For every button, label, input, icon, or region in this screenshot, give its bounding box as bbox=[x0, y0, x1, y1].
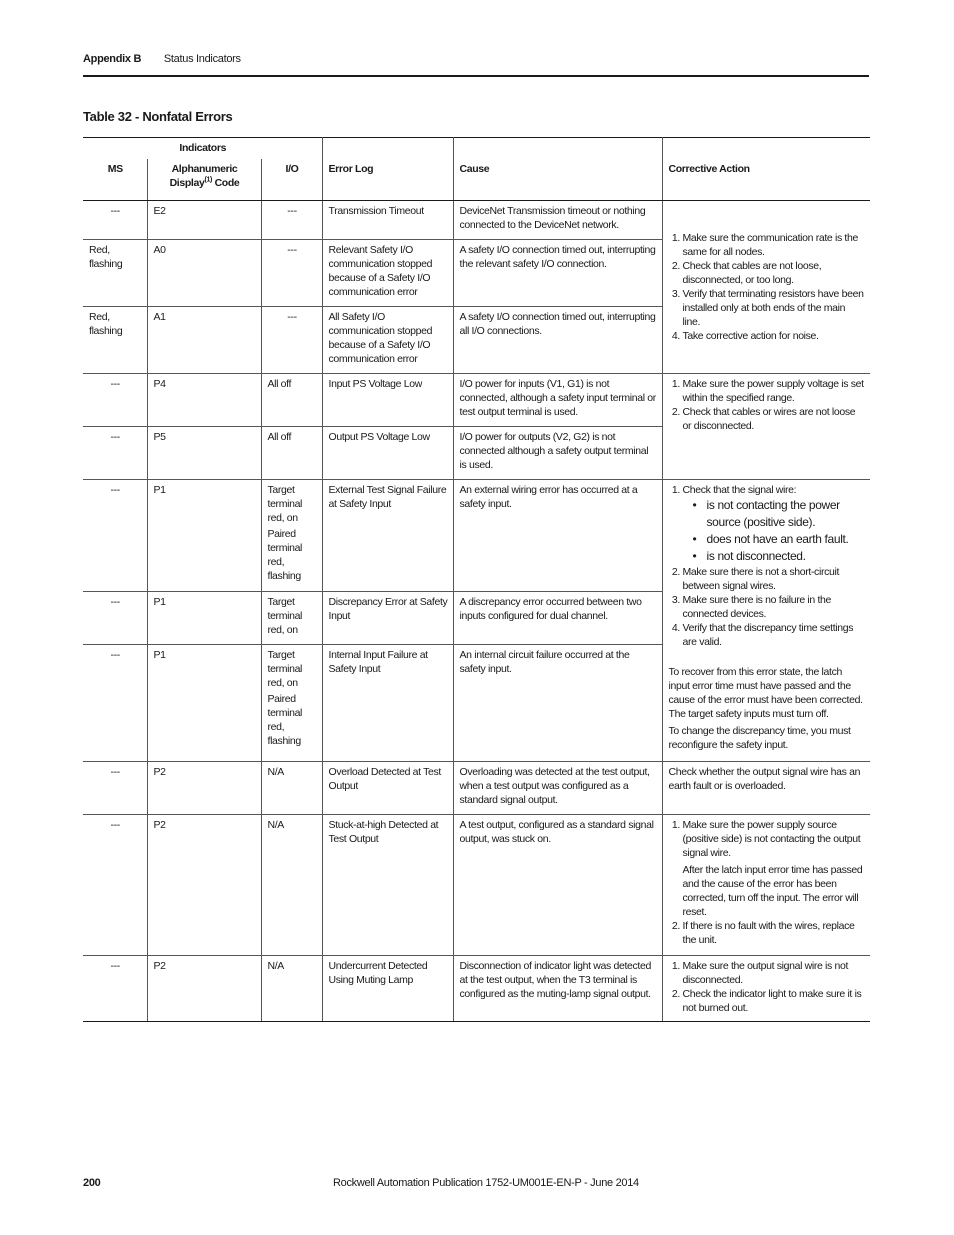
action-stuck-at-high: 1. Make sure the power supply source (positive side) is not contacting the output signal wire. After the latch input error time has passed and the cause of the error has been corrected, turn off the input. The error will reset. 2. If there is no fault with the wires, replace the unit. bbox=[662, 815, 870, 956]
table-row: --- P4 All off Input PS Voltage Low I/O power for inputs (V1, G1) is not connected, although a safety input terminal or test output terminal is used. 1. Make sure the power supply voltage is set within the specified range. 2. Check that cables or wires are not loose or disconnected. bbox=[83, 374, 870, 427]
ms-header: MS bbox=[83, 159, 147, 201]
table-row: --- P1 Target terminal red, on Discrepancy Error at Safety Input A discrepancy error occurred between two inputs configured for dual channel. bbox=[83, 592, 870, 645]
header-rule bbox=[83, 75, 869, 77]
action-overload: Check whether the output signal wire has an earth fault or is overloaded. bbox=[662, 762, 870, 815]
error-log-header: Error Log bbox=[322, 138, 453, 201]
table-row: --- P5 All off Output PS Voltage Low I/O power for outputs (V2, G2) is not connected although a safety output terminal is used. bbox=[83, 427, 870, 480]
table-row: --- P1 Target terminal red, on Paired terminal red, flashing External Test Signal Failure at Safety Input An external wiring error has occurred at a safety input. 1. Check that the signal wire: • is not contacting the power source (positive side). • does not have an earth fault. • is not disconnected. 2. Make sure there is not a short-circuit between signal wires. 3. Make sure there is no failure in the connected devices. 4. Verify that the discrepancy time settings are valid. To recover from this error state, the latch input error time must have passed and the cause of the error must have been corrected. The target safety inputs must turn off. To change the discrepancy time, you must reconfigure the safety input. bbox=[83, 480, 870, 592]
action-power: 1. Make sure the power supply voltage is set within the specified range. 2. Check that cables or wires are not loose or disconnected. bbox=[662, 374, 870, 480]
table-row: --- P1 Target terminal red, on Paired terminal red, flashing Internal Input Failure at Safety Input An internal circuit failure occurred at the safety input. bbox=[83, 645, 870, 762]
table-row: Red, flashing A1 --- All Safety I/O communication stopped because of a Safety I/O communication error A safety I/O connection timed out, interrupting all I/O connections. bbox=[83, 307, 870, 374]
table-row: Red, flashing A0 --- Relevant Safety I/O communication stopped because of a Safety I/O communication error A safety I/O connection timed out, interrupting the relevant safety I/O connection. bbox=[83, 240, 870, 307]
table-title: Table 32 - Nonfatal Errors bbox=[83, 109, 233, 124]
running-header bbox=[83, 53, 241, 65]
section-label: Status Indicators bbox=[163, 53, 241, 65]
table-row: --- E2 --- Transmission Timeout DeviceNet Transmission timeout or nothing connected to the DeviceNet network. 1. Make sure the communication rate is the same for all nodes. 2. Check that cables are not loose, disconnected, or too long. 3. Verify that terminating resistors have been installed only at both ends of the main line. 4. Take corrective action for noise. bbox=[83, 201, 870, 240]
indicators-header: Indicators bbox=[83, 138, 322, 160]
publication-info: Rockwell Automation Publication 1752-UM001E-EN-P - June 2014 bbox=[333, 1177, 639, 1189]
table-row: --- P2 N/A Stuck-at-high Detected at Test Output A test output, configured as a standard signal output, was stuck on. 1. Make sure the power supply source (positive side) is not contacting the output signal wire. After the latch input error time has passed and the cause of the error has been corrected, turn off the input. The error will reset. 2. If there is no fault with the wires, replace the unit. bbox=[83, 815, 870, 956]
alphanumeric-header: Alphanumeric Display$^{(1)}$ Code bbox=[147, 159, 261, 201]
cause-header: Cause bbox=[453, 138, 662, 201]
corrective-action-header: Corrective Action bbox=[662, 138, 870, 201]
io-header: I/O bbox=[261, 159, 322, 201]
table-row: --- P2 N/A Overload Detected at Test Output Overloading was detected at the test output, when a test output was configured as a standard signal output. Check whether the output signal wire has an earth fault or is overloaded. bbox=[83, 762, 870, 815]
table-row: --- P2 N/A Undercurrent Detected Using Muting Lamp Disconnection of indicator light was detected at the test output, when the T3 terminal is configured as the muting-lamp signal output. 1. Make sure the output signal wire is not disconnected. 2. Check the indicator light to make sure it is not burned out. bbox=[83, 956, 870, 1022]
action-safety-input: 1. Check that the signal wire: • is not contacting the power source (positive side). • does not have an earth fault. • is not disconnected. 2. Make sure there is not a short-circuit between signal wires. 3. Make sure there is no failure in the connected devices. 4. Verify that the discrepancy time settings are valid. To recover from this error state, the latch input error time must have passed and the cause of the error must have been corrected. The target safety inputs must turn off. To change the discrepancy time, you must reconfigure the safety input. bbox=[662, 480, 870, 762]
nonfatal-errors-table bbox=[83, 137, 870, 1022]
action-muting-lamp: 1. Make sure the output signal wire is not disconnected. 2. Check the indicator light to make sure it is not burned out. bbox=[662, 956, 870, 1022]
action-communication: 1. Make sure the communication rate is the same for all nodes. 2. Check that cables are not loose, disconnected, or too long. 3. Verify that terminating resistors have been installed only at both ends of the main line. 4. Take corrective action for noise. bbox=[662, 201, 870, 374]
appendix-label: Appendix B bbox=[83, 53, 142, 65]
page-number: 200 bbox=[83, 1177, 101, 1189]
